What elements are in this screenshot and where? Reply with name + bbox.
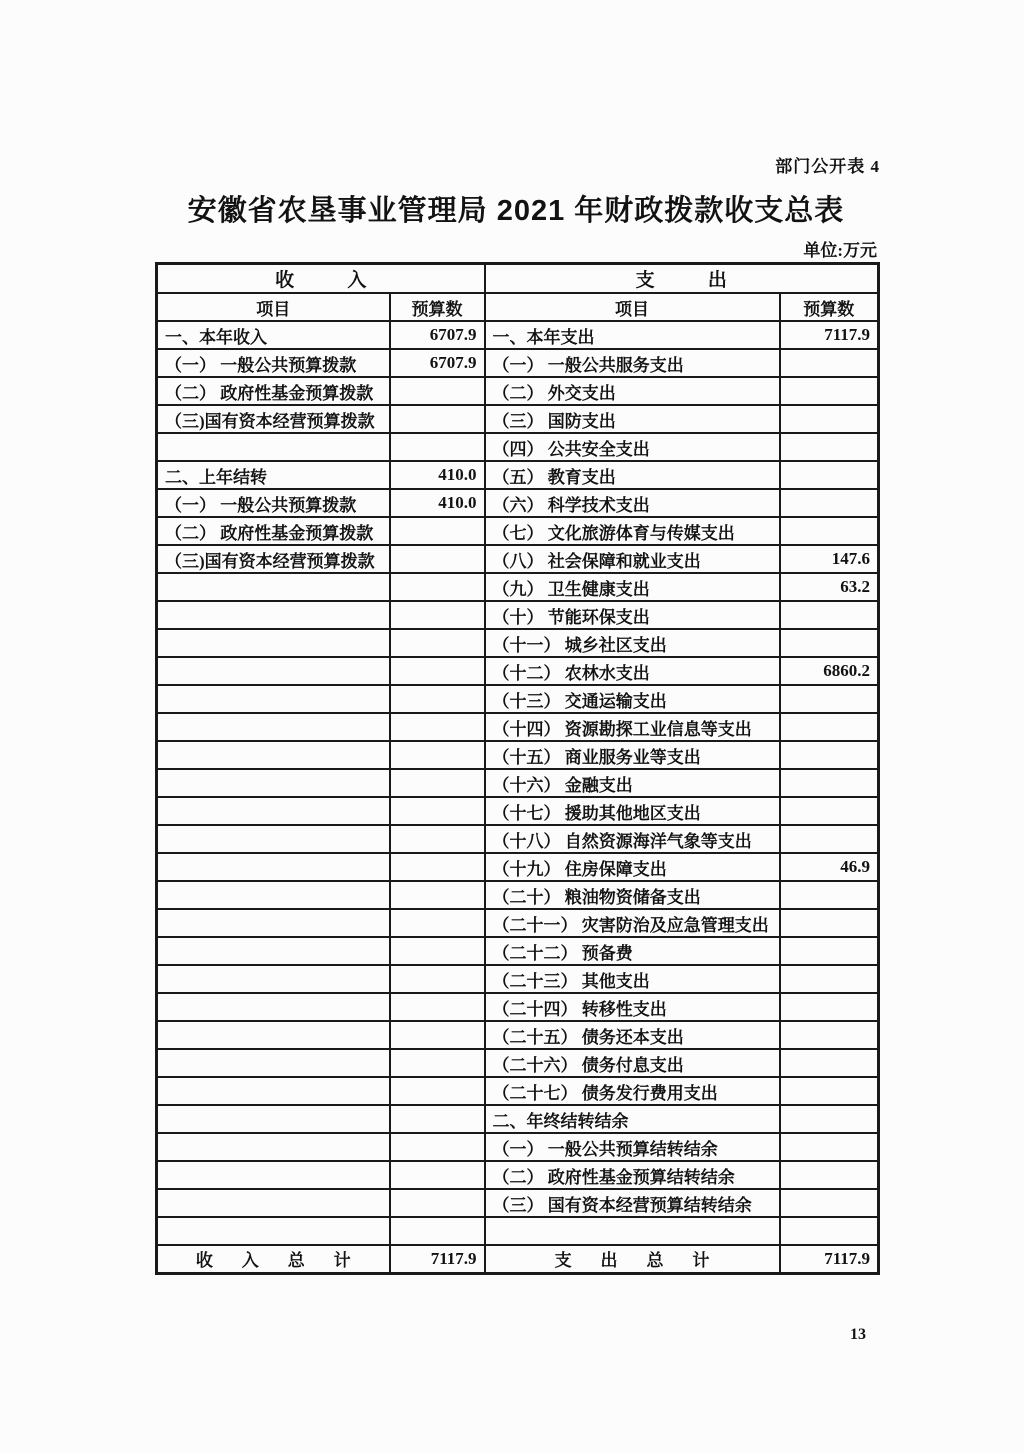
expense-section-header: 支出	[485, 264, 879, 294]
expense-item-cell: （六） 科学技术支出	[485, 489, 780, 517]
table-row	[157, 1217, 879, 1245]
table-row	[157, 349, 879, 377]
expense-value-cell: 6860.2	[780, 657, 879, 685]
expense-value-cell	[780, 517, 879, 545]
section-header-row	[157, 264, 879, 294]
expense-item-cell: （四） 公共安全支出	[485, 433, 780, 461]
table-row	[157, 741, 879, 769]
expense-value-cell	[780, 1021, 879, 1049]
income-value-cell	[390, 1189, 485, 1217]
total-row	[157, 1245, 879, 1273]
income-value-cell	[390, 1133, 485, 1161]
expense-value-cell	[780, 377, 879, 405]
income-value-cell	[390, 433, 485, 461]
income-value-cell	[390, 573, 485, 601]
expense-value-cell	[780, 629, 879, 657]
income-item-cell: （一） 一般公共预算拨款	[157, 489, 390, 517]
expense-item-cell	[485, 1217, 780, 1245]
expense-value-cell	[780, 741, 879, 769]
expense-value-cell	[780, 1105, 879, 1133]
income-item-cell: （三)国有资本经营预算拨款	[157, 405, 390, 433]
table-row	[157, 825, 879, 853]
table-row	[157, 1105, 879, 1133]
expense-item-cell: （十六） 金融支出	[485, 769, 780, 797]
expense-value-cell: 46.9	[780, 853, 879, 881]
income-value-cell	[390, 853, 485, 881]
expense-value-cell	[780, 405, 879, 433]
income-item-cell	[157, 1217, 390, 1245]
income-item-cell: （一） 一般公共预算拨款	[157, 349, 390, 377]
expense-value-cell: 147.6	[780, 545, 879, 573]
income-item-cell	[157, 741, 390, 769]
income-item-col-header: 项目	[157, 293, 390, 321]
expense-item-cell: （三） 国有资本经营预算结转结余	[485, 1189, 780, 1217]
table-row	[157, 1077, 879, 1105]
expense-item-cell: （二十三） 其他支出	[485, 965, 780, 993]
expense-value-cell	[780, 1217, 879, 1245]
expense-item-cell: 二、年终结转结余	[485, 1105, 780, 1133]
column-header-row	[157, 293, 879, 321]
income-value-cell	[390, 601, 485, 629]
expense-item-cell: （二十） 粮油物资储备支出	[485, 881, 780, 909]
expense-item-cell: （二十一） 灾害防治及应急管理支出	[485, 909, 780, 937]
expense-value-cell	[780, 601, 879, 629]
expense-value-cell	[780, 349, 879, 377]
income-total-label: 收入总计	[157, 1245, 390, 1273]
table-row	[157, 713, 879, 741]
expense-value-cell	[780, 1133, 879, 1161]
table-row	[157, 853, 879, 881]
expense-item-cell: （二十六） 债务付息支出	[485, 1049, 780, 1077]
income-item-cell	[157, 1049, 390, 1077]
table-row	[157, 685, 879, 713]
income-value-cell	[390, 881, 485, 909]
income-value-cell	[390, 517, 485, 545]
table-row	[157, 993, 879, 1021]
income-value-cell	[390, 1105, 485, 1133]
income-value-cell	[390, 629, 485, 657]
expense-item-cell: （十九） 住房保障支出	[485, 853, 780, 881]
expense-value-cell	[780, 769, 879, 797]
unit-label: 单位:万元	[803, 241, 877, 260]
table-row	[157, 1161, 879, 1189]
income-item-cell	[157, 825, 390, 853]
income-item-cell	[157, 1077, 390, 1105]
table-row	[157, 601, 879, 629]
expense-value-cell	[780, 489, 879, 517]
income-item-cell	[157, 909, 390, 937]
income-budget-col-header: 预算数	[390, 293, 485, 321]
income-item-cell	[157, 993, 390, 1021]
expense-value-cell	[780, 1049, 879, 1077]
income-value-cell	[390, 713, 485, 741]
table-row	[157, 545, 879, 573]
income-item-cell	[157, 965, 390, 993]
expense-item-cell: （二） 政府性基金预算结转结余	[485, 1161, 780, 1189]
income-value-cell	[390, 993, 485, 1021]
table-row	[157, 965, 879, 993]
expense-value-cell: 63.2	[780, 573, 879, 601]
income-item-cell	[157, 1105, 390, 1133]
table-row	[157, 461, 879, 489]
expense-item-cell: （十二） 农林水支出	[485, 657, 780, 685]
income-item-cell	[157, 1161, 390, 1189]
income-value-cell	[390, 909, 485, 937]
income-value-cell	[390, 769, 485, 797]
expense-item-cell: （五） 教育支出	[485, 461, 780, 489]
income-value-cell	[390, 657, 485, 685]
table-row	[157, 405, 879, 433]
expense-item-cell: 一、本年支出	[485, 321, 780, 349]
income-value-cell	[390, 825, 485, 853]
expense-total-value: 7117.9	[780, 1245, 879, 1273]
income-item-cell	[157, 1133, 390, 1161]
table-row	[157, 629, 879, 657]
expense-value-cell	[780, 461, 879, 489]
table-row	[157, 1189, 879, 1217]
income-item-cell	[157, 629, 390, 657]
income-item-cell	[157, 1021, 390, 1049]
income-value-cell: 6707.9	[390, 349, 485, 377]
expense-item-cell: （八） 社会保障和就业支出	[485, 545, 780, 573]
income-item-cell	[157, 937, 390, 965]
table-row	[157, 573, 879, 601]
table-row	[157, 377, 879, 405]
expense-value-cell	[780, 685, 879, 713]
income-item-cell	[157, 601, 390, 629]
income-total-value: 7117.9	[390, 1245, 485, 1273]
budget-table	[155, 262, 880, 1275]
expense-value-cell	[780, 713, 879, 741]
expense-value-cell	[780, 797, 879, 825]
income-value-cell	[390, 741, 485, 769]
income-value-cell	[390, 797, 485, 825]
expense-item-cell: （十三） 交通运输支出	[485, 685, 780, 713]
income-item-cell	[157, 881, 390, 909]
table-row	[157, 909, 879, 937]
income-item-cell: 一、本年收入	[157, 321, 390, 349]
income-value-cell: 410.0	[390, 461, 485, 489]
expense-item-col-header: 项目	[485, 293, 780, 321]
expense-value-cell	[780, 909, 879, 937]
income-item-cell	[157, 657, 390, 685]
income-value-cell	[390, 405, 485, 433]
income-value-cell	[390, 937, 485, 965]
expense-item-cell: （九） 卫生健康支出	[485, 573, 780, 601]
income-value-cell	[390, 685, 485, 713]
expense-item-cell: （二） 外交支出	[485, 377, 780, 405]
income-value-cell: 6707.9	[390, 321, 485, 349]
expense-total-label: 支出总计	[485, 1245, 780, 1273]
income-section-header: 收入	[157, 264, 485, 294]
income-item-cell	[157, 797, 390, 825]
expense-item-cell: （二十四） 转移性支出	[485, 993, 780, 1021]
expense-item-cell: （七） 文化旅游体育与传媒支出	[485, 517, 780, 545]
expense-item-cell: （二十五） 债务还本支出	[485, 1021, 780, 1049]
income-value-cell: 410.0	[390, 489, 485, 517]
expense-item-cell: （十四） 资源勘探工业信息等支出	[485, 713, 780, 741]
income-value-cell	[390, 1217, 485, 1245]
income-item-cell	[157, 433, 390, 461]
income-item-cell	[157, 769, 390, 797]
expense-item-cell: （三） 国防支出	[485, 405, 780, 433]
page-number: 13	[850, 1326, 866, 1343]
expense-value-cell: 7117.9	[780, 321, 879, 349]
expense-item-cell: （十八） 自然资源海洋气象等支出	[485, 825, 780, 853]
expense-value-cell	[780, 1161, 879, 1189]
expense-budget-col-header: 预算数	[780, 293, 879, 321]
expense-value-cell	[780, 881, 879, 909]
table-row	[157, 517, 879, 545]
expense-value-cell	[780, 937, 879, 965]
income-value-cell	[390, 377, 485, 405]
table-row	[157, 881, 879, 909]
income-item-cell	[157, 573, 390, 601]
table-row	[157, 937, 879, 965]
table-row	[157, 769, 879, 797]
income-item-cell: （三)国有资本经营预算拨款	[157, 545, 390, 573]
expense-item-cell: （十七） 援助其他地区支出	[485, 797, 780, 825]
income-value-cell	[390, 1161, 485, 1189]
income-item-cell: （二） 政府性基金预算拨款	[157, 517, 390, 545]
income-item-cell: 二、上年结转	[157, 461, 390, 489]
table-row	[157, 1049, 879, 1077]
income-value-cell	[390, 1049, 485, 1077]
income-item-cell: （二） 政府性基金预算拨款	[157, 377, 390, 405]
expense-item-cell: （一） 一般公共预算结转结余	[485, 1133, 780, 1161]
income-value-cell	[390, 1077, 485, 1105]
income-value-cell	[390, 1021, 485, 1049]
table-row	[157, 433, 879, 461]
income-item-cell	[157, 713, 390, 741]
expense-item-cell: （十一） 城乡社区支出	[485, 629, 780, 657]
table-row	[157, 657, 879, 685]
table-row	[157, 1133, 879, 1161]
expense-item-cell: （十五） 商业服务业等支出	[485, 741, 780, 769]
income-value-cell	[390, 965, 485, 993]
expense-value-cell	[780, 965, 879, 993]
expense-item-cell: （一） 一般公共服务支出	[485, 349, 780, 377]
expense-item-cell: （十） 节能环保支出	[485, 601, 780, 629]
expense-value-cell	[780, 433, 879, 461]
income-value-cell	[390, 545, 485, 573]
expense-value-cell	[780, 825, 879, 853]
table-row	[157, 321, 879, 349]
table-row	[157, 1021, 879, 1049]
expense-value-cell	[780, 993, 879, 1021]
table-row	[157, 489, 879, 517]
income-item-cell	[157, 853, 390, 881]
expense-value-cell	[780, 1189, 879, 1217]
expense-value-cell	[780, 1077, 879, 1105]
expense-item-cell: （二十七） 债务发行费用支出	[485, 1077, 780, 1105]
income-item-cell	[157, 685, 390, 713]
income-item-cell	[157, 1189, 390, 1217]
table-row	[157, 797, 879, 825]
page-title: 安徽省农垦事业管理局 2021 年财政拨款收支总表	[187, 195, 845, 227]
corner-label: 部门公开表 4	[775, 157, 880, 176]
expense-item-cell: （二十二） 预备费	[485, 937, 780, 965]
